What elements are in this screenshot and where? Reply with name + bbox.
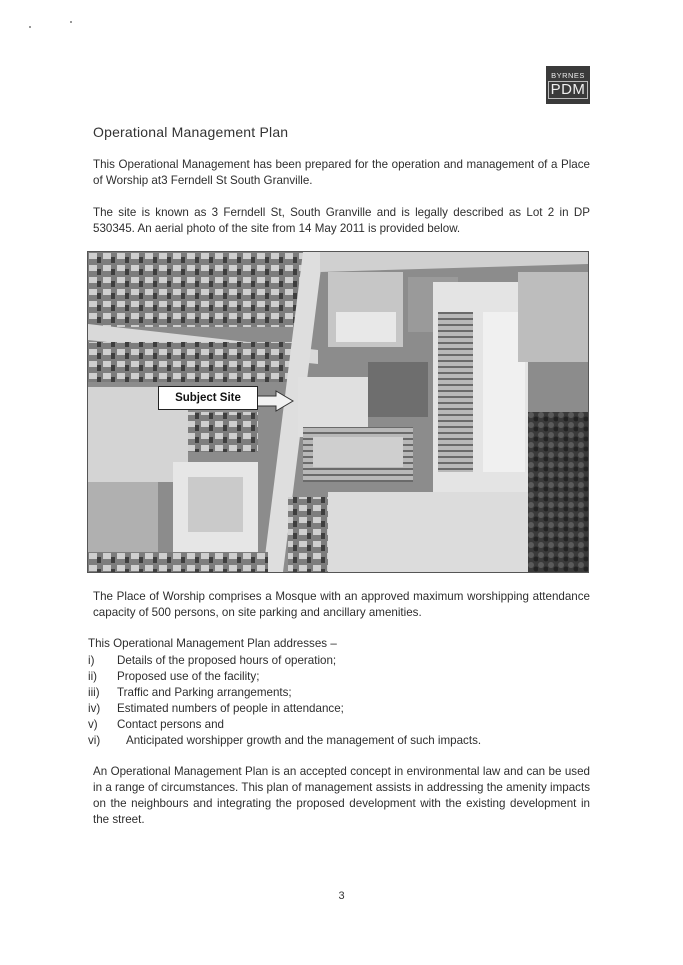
company-logo	[546, 66, 590, 104]
list-item	[88, 669, 588, 685]
aerial-photo-image	[88, 252, 588, 572]
list-item-number: ii)	[88, 670, 98, 683]
list-item-number: vi)	[88, 734, 101, 747]
list-item	[88, 653, 588, 669]
list-item	[88, 701, 588, 717]
intro-paragraph: This Operational Management has been prepared for the operation and management of a Place of Worship at3 Ferndell St South Granville.	[93, 158, 590, 187]
list-item-text: Proposed use of the facility;	[117, 670, 260, 683]
list-item	[88, 733, 588, 749]
list-item-number: iv)	[88, 702, 101, 715]
list-item-text: Anticipated worshipper growth and the management of such impacts.	[126, 734, 482, 747]
list-item-number: i)	[88, 654, 95, 667]
list-item-number: v)	[88, 718, 98, 731]
list-item	[88, 685, 588, 701]
closing-paragraph: An Operational Management Plan is an accepted concept in environmental law and can be used in a range of circumstances. This plan of management assists in addressing the amenity impacts on the neighbours and integrating the proposed development with the existing development in the street.	[93, 765, 590, 826]
subject-site-label: Subject Site	[158, 386, 258, 410]
list-item-text: Details of the proposed hours of operation;	[117, 654, 337, 667]
list-item-text: Traffic and Parking arrangements;	[117, 686, 292, 699]
scan-speck	[70, 21, 72, 23]
list-item	[88, 717, 588, 733]
list-item-number: iii)	[88, 686, 100, 699]
scan-speck	[29, 26, 31, 28]
addresses-list	[88, 653, 588, 749]
logo-bottom-text: PDM	[548, 81, 589, 99]
logo-top-text: BYRNES	[551, 71, 585, 80]
addresses-intro: This Operational Management Plan addresses –	[88, 637, 337, 650]
list-item-text: Contact persons and	[117, 718, 224, 731]
capacity-paragraph: The Place of Worship comprises a Mosque with an approved maximum worshipping attendance capacity of 500 persons, on site parking and ancillary amenities.	[93, 590, 590, 619]
page-number: 3	[338, 890, 345, 902]
list-item-text: Estimated numbers of people in attendance;	[117, 702, 344, 715]
page-title: Operational Management Plan	[93, 124, 289, 140]
aerial-photo	[87, 251, 589, 573]
site-paragraph: The site is known as 3 Ferndell St, South Granville and is legally described as Lot 2 in DP 530345. An aerial photo of the site from 14 May 2011 is provided below.	[93, 206, 590, 235]
